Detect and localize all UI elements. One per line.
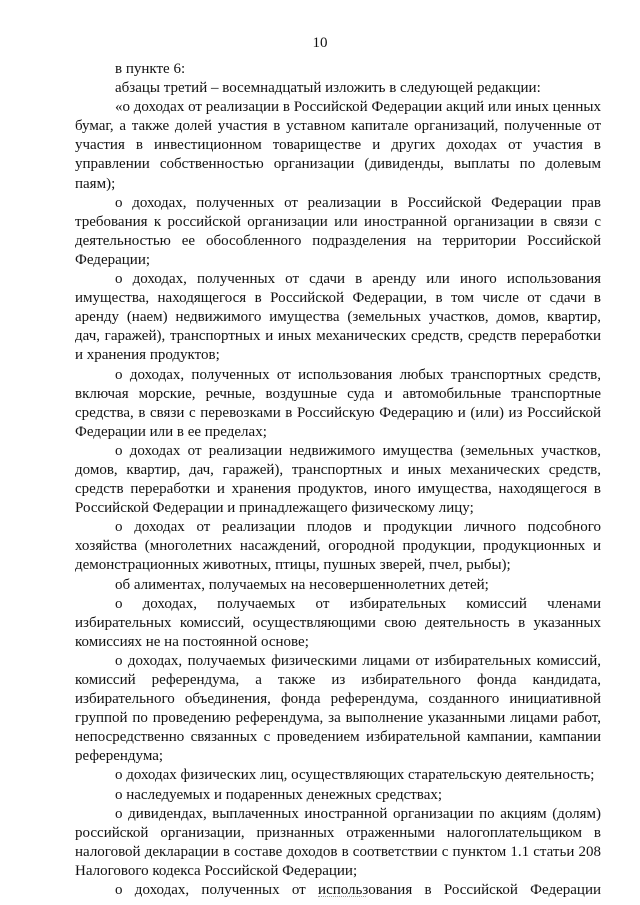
paragraph-3: «о доходах от реализации в Российской Федерации акций или иных ценных бумаг, а также долей участия в уставном капитале организаций, полученные от участия в инвестиционном товариществе и других доходах от участия в управлении собственностью организации (дивиденды, выплаты по долевым паям); bbox=[75, 99, 601, 192]
paragraph-2: абзацы третий – восемнадцатый изложить в следующей редакции: bbox=[115, 80, 541, 97]
page-edge-mark bbox=[318, 896, 366, 899]
paragraph-6: о доходах, полученных от использования любых транспортных средств, включая морские, речные, воздушные суда и автомобильные транспортные средства, в связи с перевозками в Российскую Федерацию и (или) из Российской Федерации или в ее пределах; bbox=[75, 366, 601, 440]
paragraph-9: об алиментах, получаемых на несовершеннолетних детей; bbox=[115, 576, 489, 593]
paragraph-8: о доходах от реализации плодов и продукции личного подсобного хозяйства (многолетних насаждений, огородной продукции, продукционных и демонстрационных животных, птицы, пушных зверей, пчел, рыбы); bbox=[75, 519, 601, 574]
paragraph-15: о доходах, полученных от использования в Российской Федерации bbox=[115, 882, 601, 899]
paragraph-7: о доходах от реализации недвижимого имущества (земельных участков, домов, квартир, дач, гаражей), транспортных и иных механических средств, средств переработки и хранения продуктов, иного имущества, находящегося в Российской Федерации и принадлежащего физическому лицу; bbox=[75, 442, 601, 517]
paragraph-12: о доходах физических лиц, осуществляющих старательскую деятельность; bbox=[115, 767, 595, 784]
document-body bbox=[75, 60, 601, 900]
paragraph-13: о наследуемых и подаренных денежных средствах; bbox=[115, 786, 443, 803]
paragraph-11: о доходах, получаемых физическими лицами от избирательных комиссий, комиссий референдума, а также из избирательного фонда кандидата, избирательного объединения, фонда референдума, созданного инициативной группой по проведению референдума, за выполнение указанными лицами работ, непосредственно связанных с проведением избирательной кампании, кампании референдума; bbox=[75, 652, 601, 765]
paragraph-5: о доходах, полученных от сдачи в аренду или иного использования имущества, находящегося в Российской Федерации, в том числе от сдачи в аренду (наем) недвижимого имущества (земельных участков, домов, квартир, дач, гаражей), транспортных и иных механических средств, средств переработки и хранения продуктов; bbox=[75, 271, 601, 364]
paragraph-1: в пункте 6: bbox=[115, 61, 186, 77]
paragraph-10: о доходах, получаемых от избирательных комиссий членами избирательных комиссий, осуществляющими свою деятельность в указанных комиссиях не на постоянной основе; bbox=[75, 595, 601, 650]
paragraph-14: о дивидендах, выплаченных иностранной организации по акциям (долям) российской организации, признанных отраженными налогоплательщиком в налоговой декларации в составе доходов в соответствии с пунктом 1.1 статьи 208 Налогового кодекса Российской Федерации; bbox=[75, 805, 601, 879]
paragraph-4: о доходах, полученных от реализации в Российской Федерации прав требования к российской организации или иностранной организации в связи с деятельностью ее обособленного подразделения на территории Российской Федерации; bbox=[75, 194, 601, 268]
page-number: 10 bbox=[312, 35, 328, 51]
